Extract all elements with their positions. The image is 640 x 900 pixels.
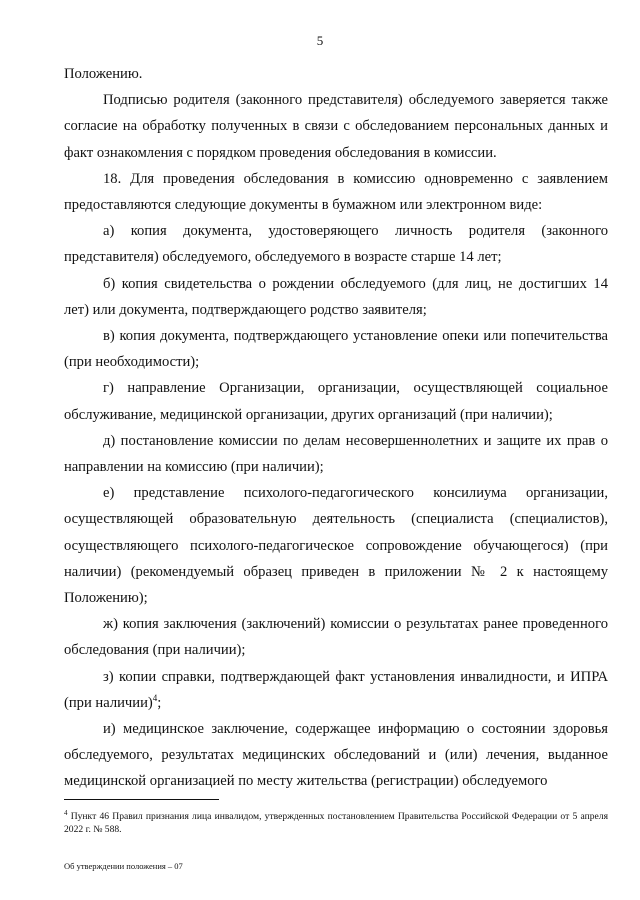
footnote-text: Пункт 46 Правил признания лица инвалидом, утвержденных постановлением Правительства Российской Федерации от 5 апреля 2022 г. № 588.: [64, 811, 608, 835]
list-item-b: б) копия свидетельства о рождении обследуемого (для лиц, не достигших 14 лет) или документа, подтверждающего родство заявителя;: [64, 275, 608, 318]
list-item-z-text: з) копии справки, подтверждающей факт установления инвалидности, и ИПРА (при наличии): [64, 668, 608, 711]
list-item-i: и) медицинское заключение, содержащее информацию о состоянии здоровья обследуемого, результатах медицинских обследований и (или) лечения, выданное медицинской организацией по месту жительства (регистрации) обследуемого: [64, 721, 608, 790]
footnote: [64, 810, 608, 836]
footnote-reference[interactable]: 4: [152, 693, 158, 704]
document-body: [64, 61, 608, 795]
page-number: 5: [316, 33, 324, 48]
list-item-d: д) постановление комиссии по делам несовершеннолетних и защите их прав о направлении на комиссию (при наличии);: [64, 432, 608, 476]
list-item-g: г) направление Организации, организации, осуществляющей социальное обслуживание, медицинской организации, других организаций (при наличии);: [64, 380, 608, 423]
footnote-marker: 4: [64, 808, 68, 817]
list-item-a: а) копия документа, удостоверяющего личность родителя (законного представителя) обследуемого, обследуемого в возрасте старше 14 лет;: [64, 223, 608, 266]
paragraph-consent: Подписью родителя (законного представителя) обследуемого заверяется также согласие на обработку полученных в связи с обследованием персональных данных и факт ознакомления с порядком проведения обследования в комиссии.: [64, 92, 608, 161]
footnote-separator: [64, 799, 219, 800]
list-item-z-tail: ;: [157, 694, 162, 711]
list-item-e: е) представление психолого-педагогического консилиума организации, осуществляющей образовательную деятельность (специалиста (специалистов), осуществляющего психолого-педагогическое сопровождение обучающегося) (при наличии) (рекомендуемый образец приведен в приложении № 2 к настоящему Положению);: [64, 485, 608, 607]
list-item-zh: ж) копия заключения (заключений) комиссии о результатах ранее проведенного обследования (при наличии);: [64, 616, 608, 659]
list-item-z: [64, 664, 608, 716]
paragraph-item-18: 18. Для проведения обследования в комиссию одновременно с заявлением предоставляются следующие документы в бумажном или электронном виде:: [64, 170, 608, 214]
document-footer: Об утверждении положения – 07: [64, 861, 183, 871]
list-item-v: в) копия документа, подтверждающего установление опеки или попечительства (при необходимости);: [64, 328, 608, 371]
paragraph-continuation: Положению.: [64, 66, 143, 82]
